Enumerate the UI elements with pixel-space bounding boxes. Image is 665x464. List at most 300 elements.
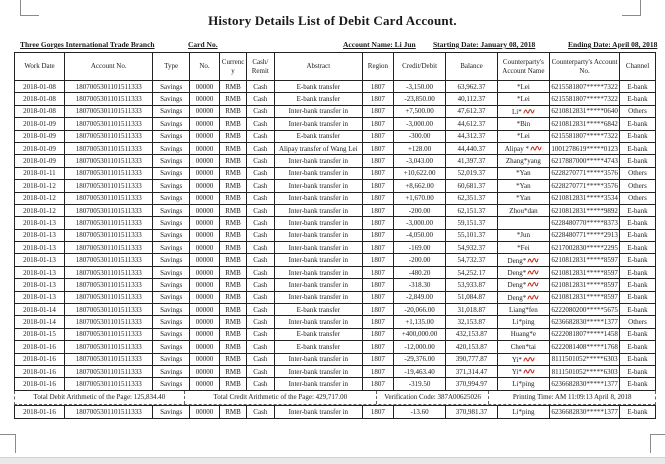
cell-ch: E-bank [620, 353, 656, 365]
col-header-acct: Account No. [64, 53, 152, 81]
cell-bal: 59,151.37 [446, 217, 497, 229]
cell-date: 2018-01-08 [15, 81, 65, 93]
cell-name [497, 378, 550, 390]
cell-cash: Cash [247, 353, 275, 365]
cell-reg: 1807 [363, 105, 394, 117]
cell-reg: 1807 [363, 93, 394, 105]
cell-type: Savings [153, 365, 190, 377]
table-row [15, 229, 656, 241]
cell-reg: 1807 [363, 142, 394, 154]
cell-cd: +400,000.00 [393, 328, 446, 340]
cell-acct: 1807005301101511333 [64, 254, 152, 266]
cell-type: Savings [153, 316, 190, 328]
info-bar [0, 40, 665, 51]
cell-cur: RMB [220, 118, 247, 130]
cell-no: 00000 [189, 378, 219, 390]
cell-name [497, 167, 550, 179]
cell-cur: RMB [220, 93, 247, 105]
cell-cash: Cash [247, 167, 275, 179]
cell-type: Savings [153, 142, 190, 154]
cell-cpacct: 6228270771*****3576 [550, 167, 620, 179]
cell-cur: RMB [220, 130, 247, 142]
cell-cur: RMB [220, 405, 247, 418]
starting-date: Starting Date: January 08, 2018 [433, 40, 536, 49]
cell-cash: Cash [247, 105, 275, 117]
cell-cash: Cash [247, 155, 275, 167]
counterparty-name: *Bin [516, 119, 531, 128]
cell-date: 2018-01-12 [15, 192, 65, 204]
cell-reg: 1807 [363, 130, 394, 142]
cell-reg: 1807 [363, 155, 394, 167]
cell-cur: RMB [220, 192, 247, 204]
cell-no: 00000 [189, 118, 219, 130]
cell-cash: Cash [247, 304, 275, 316]
page-bottom-edge [0, 457, 665, 464]
cell-type: Savings [153, 118, 190, 130]
table-row [15, 378, 656, 390]
cell-date: 2018-01-11 [15, 167, 65, 179]
red-annotation-icon [523, 367, 535, 375]
cell-reg: 1807 [363, 167, 394, 179]
cell-reg: 1807 [363, 341, 394, 353]
cell-acct: 1807005301101511333 [64, 180, 152, 192]
cell-date: 2018-01-13 [15, 291, 65, 303]
table-row [15, 81, 656, 93]
counterparty-name: *Lei [516, 82, 530, 91]
cell-reg: 1807 [363, 291, 394, 303]
cell-date: 2018-01-13 [15, 266, 65, 278]
cell-acct: 1807005301101511333 [64, 304, 152, 316]
cell-abs: Inter-bank transfer in [274, 279, 362, 291]
card-no-label: Card No. [188, 40, 218, 49]
cell-bal: 44,312.37 [446, 130, 497, 142]
cell-cur: RMB [220, 105, 247, 117]
cell-acct: 1807005301101511333 [64, 291, 152, 303]
cell-type: Savings [153, 93, 190, 105]
cell-cpacct: 6210812831*****9892 [550, 204, 620, 216]
cell-cash: Cash [247, 217, 275, 229]
cell-type: Savings [153, 254, 190, 266]
cell-name [497, 405, 550, 418]
cell-type: Savings [153, 242, 190, 254]
cell-cd: +10,622.00 [393, 167, 446, 179]
cell-name [497, 353, 550, 365]
cell-reg: 1807 [363, 118, 394, 130]
table-row [15, 118, 656, 130]
cell-cash: Cash [247, 192, 275, 204]
cell-acct: 1807005301101511333 [64, 130, 152, 142]
cell-cd: -200.00 [393, 254, 446, 266]
crop-mark-bottom-right [650, 434, 665, 453]
cell-cd: -318.30 [393, 279, 446, 291]
cell-cash: Cash [247, 142, 275, 154]
cell-ch: E-bank [620, 341, 656, 353]
cell-no: 00000 [189, 341, 219, 353]
cell-cd: +1,135.00 [393, 316, 446, 328]
table-row [15, 341, 656, 353]
cell-no: 00000 [189, 405, 219, 418]
cell-type: Savings [153, 353, 190, 365]
cell-cd: -20,066.00 [393, 304, 446, 316]
red-annotation-icon [523, 355, 535, 363]
cell-abs: Inter-bank transfer in [274, 266, 362, 278]
cell-name [497, 180, 550, 192]
cell-cpacct: 6228480771*****2913 [550, 229, 620, 241]
cell-acct: 1807005301101511333 [64, 229, 152, 241]
cell-reg: 1807 [363, 180, 394, 192]
cell-abs: E-bank transfer [274, 93, 362, 105]
cell-name [497, 254, 550, 266]
cell-cash: Cash [247, 118, 275, 130]
cell-cd: -12,000.00 [393, 341, 446, 353]
cell-bal: 44,612.37 [446, 118, 497, 130]
cell-bal: 52,019.37 [446, 167, 497, 179]
cell-cur: RMB [220, 180, 247, 192]
cell-cpacct: 6228480770*****8373 [550, 217, 620, 229]
cell-cpacct: 8111501052*****6303 [550, 365, 620, 377]
cell-bal: 370,981.37 [446, 405, 497, 418]
cell-acct: 1807005301101511333 [64, 93, 152, 105]
cell-cd: -3,000.00 [393, 118, 446, 130]
summary-row [14, 391, 656, 405]
cell-abs: E-bank transfer [274, 328, 362, 340]
cell-date: 2018-01-16 [15, 341, 65, 353]
cell-acct: 1807005301101511333 [64, 353, 152, 365]
extra-row-table [14, 405, 656, 419]
cell-cpacct: 6215581807*****7322 [550, 93, 620, 105]
cell-bal: 55,101.37 [446, 229, 497, 241]
total-credit: Total Credit Arithmetic of the Page: 429,717.00 [185, 391, 377, 404]
counterparty-name: Yi* [511, 368, 522, 377]
cell-acct: 1807005301101511333 [64, 155, 152, 167]
cell-name [497, 204, 550, 216]
cell-cur: RMB [220, 254, 247, 266]
cell-name [497, 328, 550, 340]
cell-no: 00000 [189, 242, 219, 254]
table-row [15, 266, 656, 278]
cell-ch: E-bank [620, 291, 656, 303]
cell-acct: 1807005301101511333 [64, 242, 152, 254]
total-debit: Total Debit Arithmetic of the Page: 125,834.40 [15, 391, 185, 404]
cell-cur: RMB [220, 328, 247, 340]
statement-sheet [14, 52, 656, 419]
cell-cash: Cash [247, 279, 275, 291]
cell-ch: E-bank [620, 204, 656, 216]
counterparty-name: Li*ping [512, 318, 535, 327]
col-header-type: Type [153, 53, 190, 81]
cell-cur: RMB [220, 204, 247, 216]
cell-no: 00000 [189, 291, 219, 303]
col-header-ch: Channel [620, 53, 656, 81]
counterparty-name: Yi* [511, 355, 522, 364]
counterparty-name: Chen*tai [510, 342, 537, 351]
cell-name [497, 316, 550, 328]
cell-cd: -23,850.00 [393, 93, 446, 105]
cell-name [497, 229, 550, 241]
cell-cd: -3,043.00 [393, 155, 446, 167]
table-row [15, 291, 656, 303]
cell-abs: Inter-bank transfer in [274, 316, 362, 328]
cell-date: 2018-01-09 [15, 142, 65, 154]
cell-abs: Inter-bank transfer in [274, 254, 362, 266]
cell-ch: E-bank [620, 155, 656, 167]
col-header-bal: Balance [446, 53, 497, 81]
counterparty-name: Zhang*yang [505, 157, 541, 166]
cell-acct: 1807005301101511333 [64, 266, 152, 278]
cell-cur: RMB [220, 242, 247, 254]
cell-cash: Cash [247, 242, 275, 254]
col-header-no: No. [189, 53, 219, 81]
cell-abs: Inter-bank transfer in [274, 365, 362, 377]
cell-bal: 44,440.37 [446, 142, 497, 154]
red-annotation-icon [523, 107, 535, 115]
cell-abs: Inter-bank transfer in [274, 192, 362, 204]
cell-name [497, 242, 550, 254]
cell-date: 2018-01-12 [15, 204, 65, 216]
cell-cd: -300.00 [393, 130, 446, 142]
cell-date: 2018-01-09 [15, 130, 65, 142]
cell-date: 2018-01-09 [15, 155, 65, 167]
counterparty-name: Li*ping [512, 407, 535, 416]
cell-type: Savings [153, 180, 190, 192]
cell-date: 2018-01-13 [15, 217, 65, 229]
cell-date: 2018-01-14 [15, 304, 65, 316]
counterparty-name: *Jun [516, 231, 530, 240]
cell-abs: Inter-bank transfer in [274, 378, 362, 390]
cell-reg: 1807 [363, 192, 394, 204]
cell-ch: E-bank [620, 304, 656, 316]
cell-date: 2018-01-16 [15, 353, 65, 365]
cell-type: Savings [153, 155, 190, 167]
cell-name [497, 279, 550, 291]
cell-no: 00000 [189, 229, 219, 241]
table-row [15, 204, 656, 216]
cell-no: 00000 [189, 266, 219, 278]
cell-name [497, 341, 550, 353]
cell-acct: 1807005301101511333 [64, 81, 152, 93]
cell-cur: RMB [220, 266, 247, 278]
counterparty-name: Li* [512, 107, 522, 116]
cell-reg: 1807 [363, 242, 394, 254]
cell-cash: Cash [247, 93, 275, 105]
table-row [15, 155, 656, 167]
cell-bal: 62,151.37 [446, 204, 497, 216]
counterparty-name: Zhou*dan [509, 206, 538, 215]
cell-cpacct: 6210812831*****3534 [550, 192, 620, 204]
cell-cpacct: 6210812831*****8597 [550, 279, 620, 291]
cell-type: Savings [153, 266, 190, 278]
cell-bal: 47,612.37 [446, 105, 497, 117]
cell-cur: RMB [220, 316, 247, 328]
cell-cash: Cash [247, 405, 275, 418]
cell-no: 00000 [189, 304, 219, 316]
cell-abs: E-bank transfer [274, 341, 362, 353]
cell-date: 2018-01-15 [15, 328, 65, 340]
counterparty-name: *Yan [516, 181, 531, 190]
cell-ch: E-bank [620, 279, 656, 291]
cell-reg: 1807 [363, 405, 394, 418]
cell-type: Savings [153, 81, 190, 93]
cell-cd: -200.00 [393, 204, 446, 216]
table-row [15, 353, 656, 365]
cell-cpacct: 6210812831*****8597 [550, 254, 620, 266]
cell-type: Savings [153, 328, 190, 340]
cell-cur: RMB [220, 81, 247, 93]
cell-abs: Inter-bank transfer in [274, 291, 362, 303]
crop-mark-bottom-left [0, 434, 16, 453]
cell-no: 00000 [189, 81, 219, 93]
cell-no: 00000 [189, 353, 219, 365]
cell-bal: 420,153.87 [446, 341, 497, 353]
cell-cur: RMB [220, 229, 247, 241]
cell-type: Savings [153, 341, 190, 353]
cell-ch: Others [620, 192, 656, 204]
cell-no: 00000 [189, 217, 219, 229]
cell-cash: Cash [247, 254, 275, 266]
counterparty-name: *Lei [516, 95, 530, 104]
cell-name [497, 291, 550, 303]
cell-ch: Others [620, 167, 656, 179]
cell-cpacct: 1001278619*****0123 [550, 142, 620, 154]
cell-cpacct: 6210812831*****6842 [550, 118, 620, 130]
counterparty-name: *Yan [516, 194, 531, 203]
cell-bal: 40,112.37 [446, 93, 497, 105]
cell-name [497, 142, 550, 154]
cell-cd: -319.50 [393, 378, 446, 390]
cell-cash: Cash [247, 266, 275, 278]
cell-date: 2018-01-13 [15, 279, 65, 291]
cell-abs: Inter-bank transfer in [274, 242, 362, 254]
cell-bal: 41,397.37 [446, 155, 497, 167]
counterparty-name: Alipay * [504, 145, 530, 154]
cell-cpacct: 6210812831*****8597 [550, 291, 620, 303]
cell-no: 00000 [189, 328, 219, 340]
red-annotation-icon [527, 280, 539, 288]
cell-date: 2018-01-16 [15, 365, 65, 377]
cell-date: 2018-01-09 [15, 118, 65, 130]
cell-cash: Cash [247, 81, 275, 93]
table-row [15, 105, 656, 117]
printing-time: Printing Time: AM 11:09:13 April 8, 2018 [512, 393, 632, 402]
cell-cpacct: 6217002830*****2295 [550, 242, 620, 254]
cell-cur: RMB [220, 304, 247, 316]
cell-no: 00000 [189, 316, 219, 328]
col-header-abs: Abstract [274, 53, 362, 81]
cell-reg: 1807 [363, 316, 394, 328]
table-row [15, 279, 656, 291]
col-header-cur: Currency [220, 53, 247, 81]
cell-name [497, 304, 550, 316]
cell-ch: E-bank [620, 93, 656, 105]
cell-cash: Cash [247, 341, 275, 353]
counterparty-name: Huang*e [510, 330, 537, 339]
table-row [15, 93, 656, 105]
table-row [15, 316, 656, 328]
cell-ch: E-bank [620, 118, 656, 130]
cell-cur: RMB [220, 341, 247, 353]
ending-date: Ending Date: April 08, 2018 [568, 40, 658, 49]
cell-cpacct: 6222081807*****1458 [550, 328, 620, 340]
cell-cpacct: 6236682830*****1377 [550, 405, 620, 418]
cell-ch: E-bank [620, 405, 656, 418]
cell-date: 2018-01-14 [15, 316, 65, 328]
cell-cd: -480.20 [393, 266, 446, 278]
cell-reg: 1807 [363, 328, 394, 340]
cell-date: 2018-01-13 [15, 254, 65, 266]
cell-no: 00000 [189, 155, 219, 167]
cell-cash: Cash [247, 204, 275, 216]
branch-name: Three Gorges International Trade Branch [20, 40, 155, 49]
cell-type: Savings [153, 229, 190, 241]
cell-cur: RMB [220, 155, 247, 167]
cell-ch: E-bank [620, 254, 656, 266]
cell-reg: 1807 [363, 304, 394, 316]
history-table [14, 52, 656, 391]
cell-acct: 1807005301101511333 [64, 378, 152, 390]
cell-cpacct: 6236682830*****1377 [550, 378, 620, 390]
counterparty-name: *Fei [517, 243, 530, 252]
cell-cd: -169.00 [393, 242, 446, 254]
cell-type: Savings [153, 217, 190, 229]
cell-bal: 54,732.37 [446, 254, 497, 266]
cell-abs: Inter-bank transfer in [274, 180, 362, 192]
cell-abs: Inter-bank transfer in [274, 204, 362, 216]
cell-abs: Inter-bank transfer in [274, 118, 362, 130]
cell-cur: RMB [220, 353, 247, 365]
extra-table-body [15, 405, 656, 418]
cell-cash: Cash [247, 180, 275, 192]
cell-acct: 1807005301101511333 [64, 105, 152, 117]
cell-no: 00000 [189, 130, 219, 142]
cell-type: Savings [153, 167, 190, 179]
cell-cur: RMB [220, 217, 247, 229]
cell-type: Savings [153, 279, 190, 291]
cell-cpacct: 6217887000*****4743 [550, 155, 620, 167]
cell-cpacct: 6215581807*****7322 [550, 130, 620, 142]
cell-name [497, 81, 550, 93]
cell-cpacct: 6222081408*****1768 [550, 341, 620, 353]
cell-ch: E-bank [620, 142, 656, 154]
cell-no: 00000 [189, 105, 219, 117]
counterparty-name: Liang*fen [509, 305, 538, 314]
col-header-cd: Credit/Debit [393, 53, 446, 81]
cell-cd: -4,050.00 [393, 229, 446, 241]
cell-acct: 1807005301101511333 [64, 167, 152, 179]
cell-ch: E-bank [620, 378, 656, 390]
table-row [15, 192, 656, 204]
cell-ch: E-bank [620, 81, 656, 93]
cell-no: 00000 [189, 254, 219, 266]
cell-abs: Inter-bank transfer in [274, 217, 362, 229]
cell-cd: -19,463.40 [393, 365, 446, 377]
cell-bal: 432,153.87 [446, 328, 497, 340]
cell-acct: 1807005301101511333 [64, 316, 152, 328]
cell-bal: 53,933.87 [446, 279, 497, 291]
cell-type: Savings [153, 105, 190, 117]
cell-date: 2018-01-16 [15, 378, 65, 390]
header-row [15, 53, 656, 81]
cell-cpacct: 6222080200*****5675 [550, 304, 620, 316]
cell-type: Savings [153, 204, 190, 216]
table-row [15, 254, 656, 266]
cell-reg: 1807 [363, 266, 394, 278]
cell-bal: 60,681.37 [446, 180, 497, 192]
account-name: Account Name: Li Jun [343, 40, 416, 49]
cell-acct: 1807005301101511333 [64, 204, 152, 216]
counterparty-name: Li*ping [512, 380, 535, 389]
cell-ch: E-bank [620, 266, 656, 278]
red-annotation-icon [527, 293, 539, 301]
